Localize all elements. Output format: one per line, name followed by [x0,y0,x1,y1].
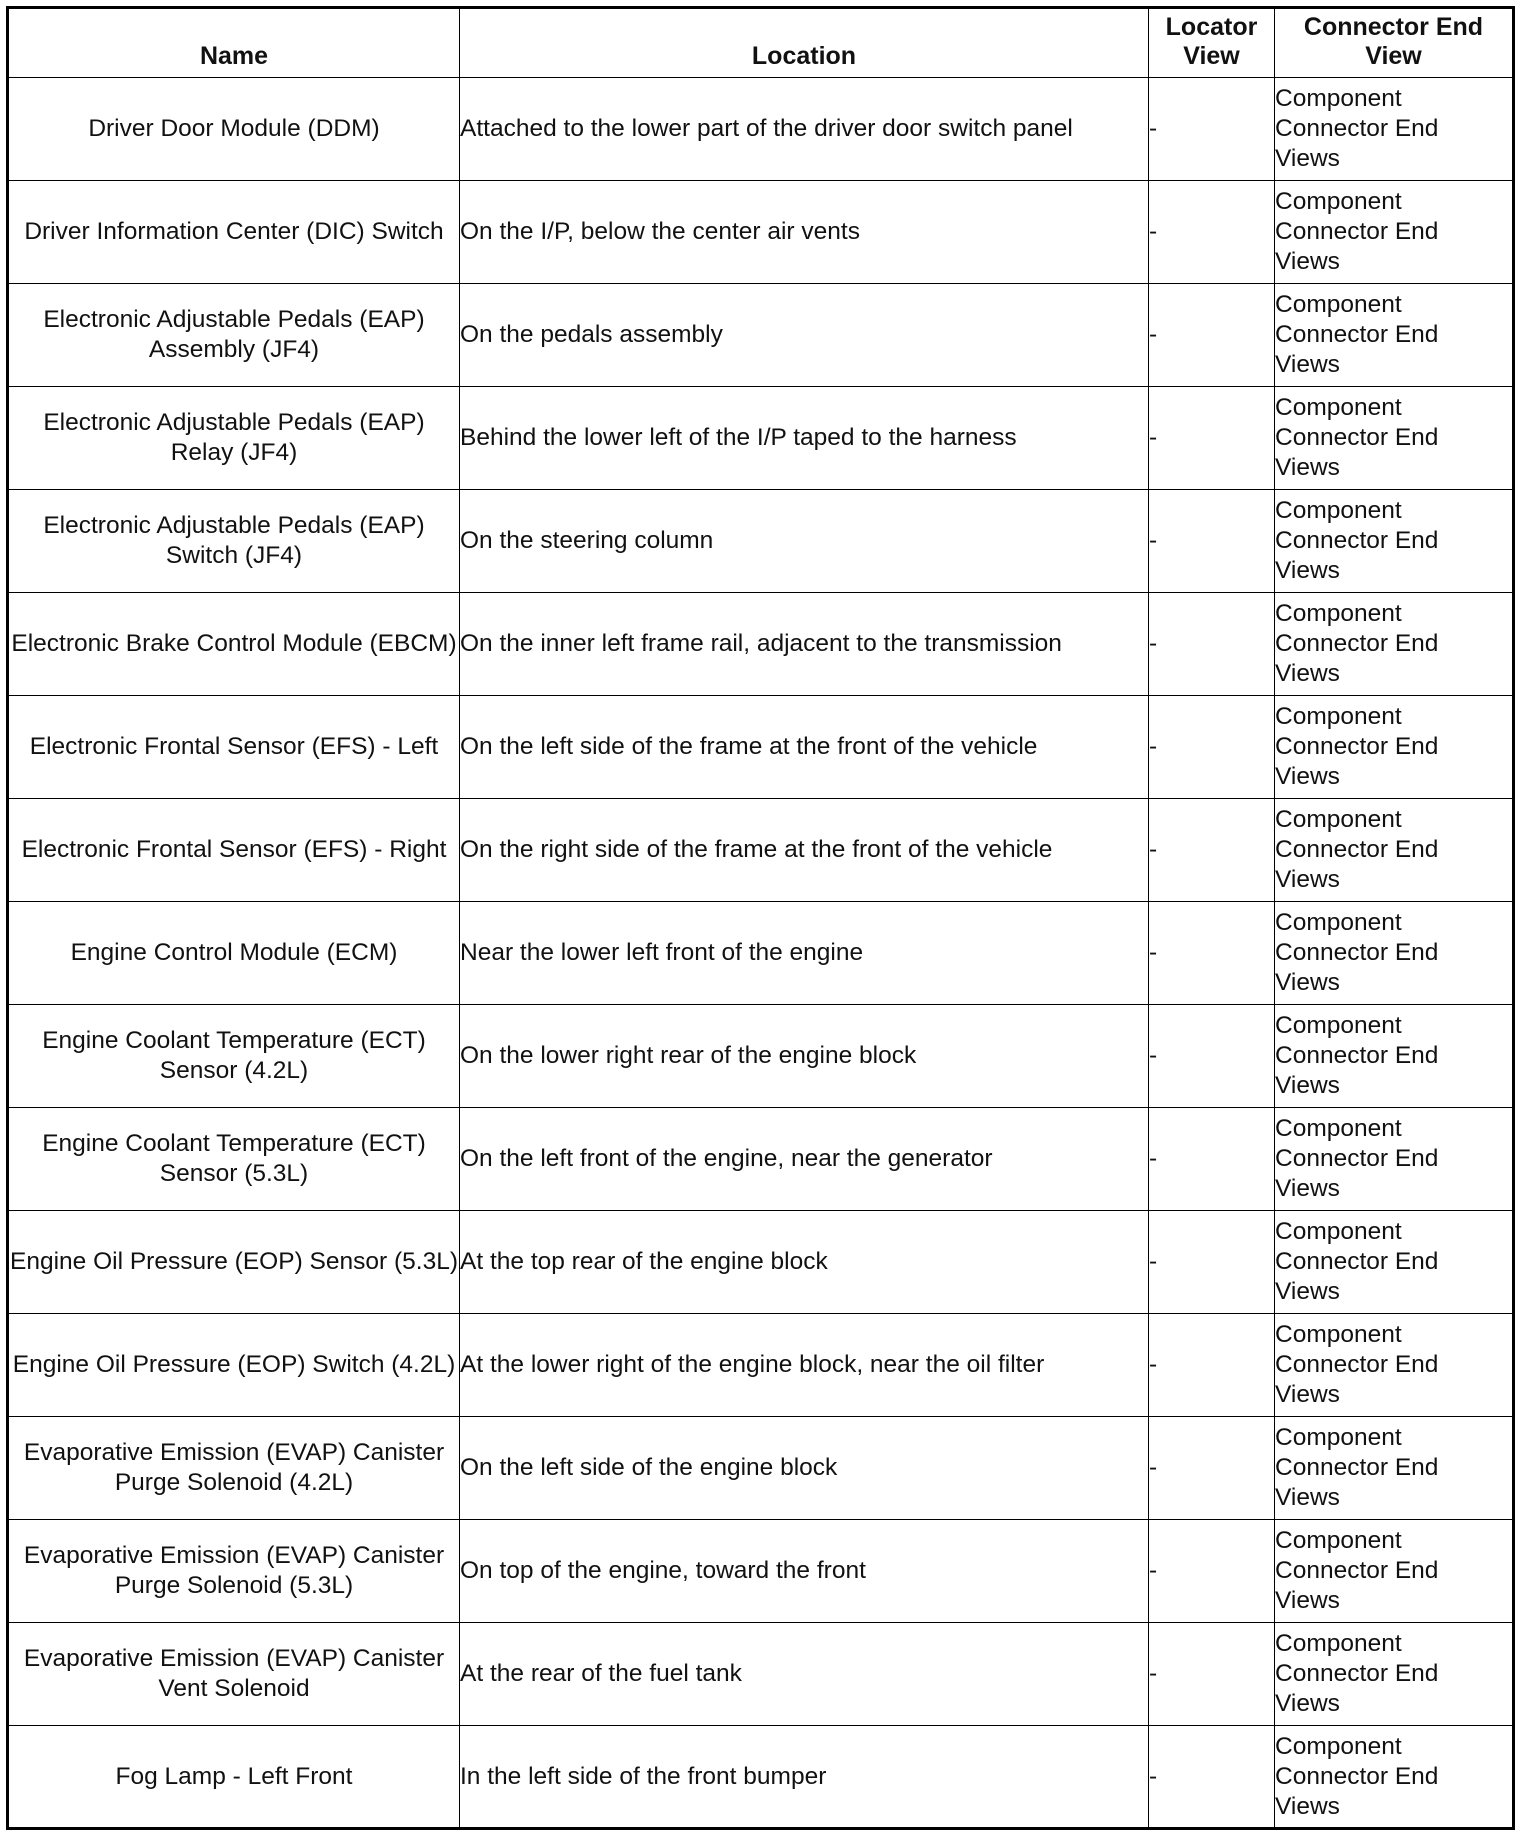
cell-name: Driver Information Center (DIC) Switch [8,181,460,284]
cell-location: At the top rear of the engine block [460,1211,1149,1314]
cell-locator-view: - [1149,1108,1275,1211]
connector-end-view-link[interactable]: Component Connector End Views [1275,600,1439,687]
cell-connector-end-view [1275,1623,1514,1726]
cell-location: On the inner left frame rail, adjacent to the transmission [460,593,1149,696]
cell-location: On top of the engine, toward the front [460,1520,1149,1623]
cell-locator-view: - [1149,181,1275,284]
cell-name: Electronic Adjustable Pedals (EAP) Switch (JF4) [8,490,460,593]
header-locator-view: Locator View [1149,8,1275,78]
cell-connector-end-view [1275,1005,1514,1108]
connector-end-view-link[interactable]: Component Connector End Views [1275,806,1439,893]
table-row [8,1623,1514,1726]
table-row [8,490,1514,593]
connector-end-view-link[interactable]: Component Connector End Views [1275,497,1439,584]
cell-locator-view: - [1149,593,1275,696]
cell-location: On the pedals assembly [460,284,1149,387]
cell-location: On the left side of the frame at the front of the vehicle [460,696,1149,799]
cell-connector-end-view [1275,1726,1514,1829]
cell-locator-view: - [1149,490,1275,593]
table-header-row [8,8,1514,78]
cell-locator-view: - [1149,799,1275,902]
connector-end-view-link[interactable]: Component Connector End Views [1275,394,1439,481]
cell-connector-end-view [1275,799,1514,902]
cell-location: At the lower right of the engine block, near the oil filter [460,1314,1149,1417]
header-name: Name [8,8,460,78]
cell-locator-view: - [1149,1005,1275,1108]
connector-end-view-link[interactable]: Component Connector End Views [1275,909,1439,996]
cell-locator-view: - [1149,1211,1275,1314]
cell-locator-view: - [1149,284,1275,387]
table-row [8,1211,1514,1314]
cell-locator-view: - [1149,1726,1275,1829]
cell-name: Evaporative Emission (EVAP) Canister Vent Solenoid [8,1623,460,1726]
cell-connector-end-view [1275,902,1514,1005]
table-row [8,1520,1514,1623]
cell-location: Attached to the lower part of the driver door switch panel [460,78,1149,181]
table-row [8,284,1514,387]
cell-name: Engine Control Module (ECM) [8,902,460,1005]
connector-end-view-link[interactable]: Component Connector End Views [1275,1630,1439,1717]
connector-end-view-link[interactable]: Component Connector End Views [1275,703,1439,790]
cell-connector-end-view [1275,181,1514,284]
table-row [8,1314,1514,1417]
cell-location: At the rear of the fuel tank [460,1623,1149,1726]
cell-name: Electronic Adjustable Pedals (EAP) Assembly (JF4) [8,284,460,387]
cell-location: On the left side of the engine block [460,1417,1149,1520]
cell-location: Near the lower left front of the engine [460,902,1149,1005]
cell-connector-end-view [1275,593,1514,696]
cell-name: Evaporative Emission (EVAP) Canister Purge Solenoid (4.2L) [8,1417,460,1520]
cell-locator-view: - [1149,696,1275,799]
table-row [8,696,1514,799]
table-row [8,78,1514,181]
cell-name: Engine Oil Pressure (EOP) Switch (4.2L) [8,1314,460,1417]
table-row [8,1108,1514,1211]
cell-location: In the left side of the front bumper [460,1726,1149,1829]
connector-end-view-link[interactable]: Component Connector End Views [1275,1527,1439,1614]
table-row [8,387,1514,490]
cell-locator-view: - [1149,1417,1275,1520]
header-connector-end-view: Connector End View [1275,8,1514,78]
cell-locator-view: - [1149,78,1275,181]
table-row [8,1417,1514,1520]
table-row [8,799,1514,902]
cell-connector-end-view [1275,1211,1514,1314]
connector-end-view-link[interactable]: Component Connector End Views [1275,1732,1439,1820]
table-row [8,1726,1514,1829]
cell-name: Driver Door Module (DDM) [8,78,460,181]
cell-connector-end-view [1275,284,1514,387]
table-row [8,1005,1514,1108]
cell-name: Engine Coolant Temperature (ECT) Sensor (4.2L) [8,1005,460,1108]
header-location: Location [460,8,1149,78]
table-row [8,593,1514,696]
cell-name: Electronic Brake Control Module (EBCM) [8,593,460,696]
cell-location: On the lower right rear of the engine block [460,1005,1149,1108]
cell-connector-end-view [1275,1417,1514,1520]
cell-connector-end-view [1275,387,1514,490]
cell-location: On the I/P, below the center air vents [460,181,1149,284]
cell-name: Engine Oil Pressure (EOP) Sensor (5.3L) [8,1211,460,1314]
cell-connector-end-view [1275,1108,1514,1211]
cell-location: On the steering column [460,490,1149,593]
cell-locator-view: - [1149,1314,1275,1417]
cell-locator-view: - [1149,1623,1275,1726]
cell-name: Electronic Frontal Sensor (EFS) - Right [8,799,460,902]
connector-end-view-link[interactable]: Component Connector End Views [1275,1321,1439,1408]
connector-end-view-link[interactable]: Component Connector End Views [1275,1424,1439,1511]
cell-locator-view: - [1149,1520,1275,1623]
cell-connector-end-view [1275,78,1514,181]
cell-name: Electronic Adjustable Pedals (EAP) Relay (JF4) [8,387,460,490]
connector-end-view-link[interactable]: Component Connector End Views [1275,1115,1439,1202]
component-locator-table [6,6,1515,1830]
connector-end-view-link[interactable]: Component Connector End Views [1275,1012,1439,1099]
table-row [8,181,1514,284]
cell-location: On the right side of the frame at the front of the vehicle [460,799,1149,902]
connector-end-view-link[interactable]: Component Connector End Views [1275,188,1439,275]
connector-end-view-link[interactable]: Component Connector End Views [1275,85,1439,172]
cell-connector-end-view [1275,696,1514,799]
connector-end-view-link[interactable]: Component Connector End Views [1275,1218,1439,1305]
connector-end-view-link[interactable]: Component Connector End Views [1275,291,1439,378]
cell-name: Engine Coolant Temperature (ECT) Sensor (5.3L) [8,1108,460,1211]
cell-name: Electronic Frontal Sensor (EFS) - Left [8,696,460,799]
cell-locator-view: - [1149,387,1275,490]
cell-connector-end-view [1275,490,1514,593]
cell-name: Evaporative Emission (EVAP) Canister Purge Solenoid (5.3L) [8,1520,460,1623]
cell-connector-end-view [1275,1314,1514,1417]
cell-location: Behind the lower left of the I/P taped to the harness [460,387,1149,490]
cell-name: Fog Lamp - Left Front [8,1726,460,1829]
cell-connector-end-view [1275,1520,1514,1623]
cell-location: On the left front of the engine, near the generator [460,1108,1149,1211]
cell-locator-view: - [1149,902,1275,1005]
table-row [8,902,1514,1005]
